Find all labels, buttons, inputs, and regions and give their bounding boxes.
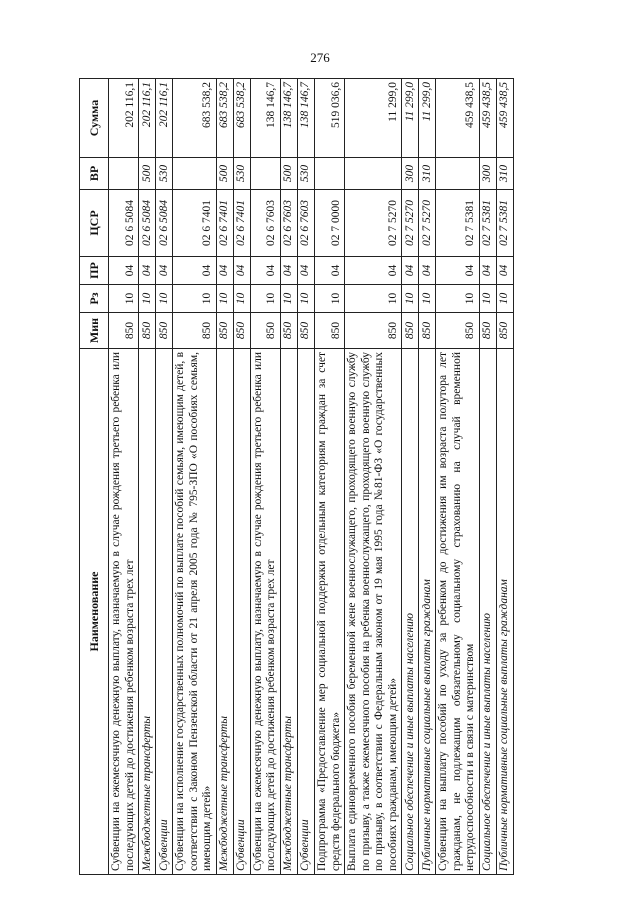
cell-vr — [314, 158, 344, 190]
cell-min: 850 — [250, 313, 280, 349]
table-row — [497, 79, 514, 875]
cell-vr: 300 — [480, 158, 497, 190]
header-pr: ПР — [80, 257, 109, 285]
cell-csr: 02 7 5381 — [436, 190, 480, 257]
cell-min: 850 — [497, 313, 514, 349]
cell-min: 850 — [156, 313, 173, 349]
cell-name: Публичные нормативные социальные выплаты гражданам — [497, 349, 514, 875]
cell-sum: 138 146,7 — [250, 79, 280, 158]
cell-vr — [345, 158, 402, 190]
cell-vr: 500 — [139, 158, 156, 190]
cell-csr: 02 6 7401 — [173, 190, 217, 257]
cell-rz: 10 — [173, 285, 217, 313]
header-name: Наименование — [80, 349, 109, 875]
budget-table — [79, 78, 514, 875]
rotated-table-container — [79, 79, 569, 875]
cell-vr: 310 — [419, 158, 436, 190]
cell-vr: 530 — [297, 158, 314, 190]
cell-rz: 10 — [480, 285, 497, 313]
cell-csr: 02 6 7401 — [233, 190, 250, 257]
cell-pr: 04 — [139, 257, 156, 285]
cell-rz: 10 — [297, 285, 314, 313]
cell-rz: 10 — [436, 285, 480, 313]
cell-min: 850 — [419, 313, 436, 349]
table-row — [314, 79, 344, 875]
cell-sum: 683 538,2 — [233, 79, 250, 158]
table-row — [436, 79, 480, 875]
cell-rz: 10 — [345, 285, 402, 313]
cell-rz: 10 — [497, 285, 514, 313]
cell-sum: 11 299,0 — [419, 79, 436, 158]
cell-vr: 530 — [233, 158, 250, 190]
cell-pr: 04 — [216, 257, 233, 285]
cell-pr: 04 — [314, 257, 344, 285]
cell-rz: 10 — [139, 285, 156, 313]
cell-rz: 10 — [402, 285, 419, 313]
cell-vr: 530 — [156, 158, 173, 190]
table-header-row — [80, 79, 109, 875]
cell-name: Социальное обеспечение и иные выплаты населению — [480, 349, 497, 875]
cell-pr: 04 — [250, 257, 280, 285]
cell-vr: 500 — [216, 158, 233, 190]
cell-pr: 04 — [480, 257, 497, 285]
cell-min: 850 — [280, 313, 297, 349]
cell-pr: 04 — [436, 257, 480, 285]
header-vr: ВР — [80, 158, 109, 190]
cell-name: Субвенции — [156, 349, 173, 875]
cell-vr: 500 — [280, 158, 297, 190]
table-row — [173, 79, 217, 875]
cell-min: 850 — [314, 313, 344, 349]
table-row — [109, 79, 139, 875]
cell-csr: 02 6 7401 — [216, 190, 233, 257]
cell-name: Подпрограмма «Предоставление мер социальной поддержки отдельным категориям граждан за счет средств федерального бюджета» — [314, 349, 344, 875]
cell-pr: 04 — [345, 257, 402, 285]
cell-min: 850 — [173, 313, 217, 349]
cell-vr — [173, 158, 217, 190]
header-rz: Рз — [80, 285, 109, 313]
table-row — [216, 79, 233, 875]
cell-pr: 04 — [280, 257, 297, 285]
cell-rz: 10 — [233, 285, 250, 313]
cell-pr: 04 — [233, 257, 250, 285]
table-row — [345, 79, 402, 875]
cell-csr: 02 6 7603 — [250, 190, 280, 257]
table-row — [250, 79, 280, 875]
cell-csr: 02 6 7603 — [297, 190, 314, 257]
cell-min: 850 — [139, 313, 156, 349]
table-row — [419, 79, 436, 875]
cell-csr: 02 6 7603 — [280, 190, 297, 257]
header-sum: Сумма — [80, 79, 109, 158]
table-row — [480, 79, 497, 875]
cell-sum: 683 538,2 — [173, 79, 217, 158]
cell-csr: 02 7 5270 — [402, 190, 419, 257]
cell-rz: 10 — [314, 285, 344, 313]
cell-min: 850 — [480, 313, 497, 349]
cell-vr — [436, 158, 480, 190]
cell-pr: 04 — [156, 257, 173, 285]
cell-vr: 310 — [497, 158, 514, 190]
cell-name: Межбюджетные трансферты — [139, 349, 156, 875]
cell-sum: 202 116,1 — [109, 79, 139, 158]
table-row — [402, 79, 419, 875]
cell-name: Межбюджетные трансферты — [216, 349, 233, 875]
cell-vr: 300 — [402, 158, 419, 190]
cell-csr: 02 6 5084 — [156, 190, 173, 257]
cell-sum: 202 116,1 — [156, 79, 173, 158]
cell-name: Субвенции — [233, 349, 250, 875]
cell-min: 850 — [436, 313, 480, 349]
cell-rz: 10 — [250, 285, 280, 313]
cell-rz: 10 — [109, 285, 139, 313]
cell-min: 850 — [345, 313, 402, 349]
cell-rz: 10 — [156, 285, 173, 313]
table-row — [280, 79, 297, 875]
cell-name: Выплата единовременного пособия беременной жене военнослужащего, проходящего военную службу по призыву, а также ежемесячного пособия на ребенка военнослужащего, проходящего военную службу по призыву, в соответствии с Федеральным законом от 19 мая 1995 года №81-ФЗ «О государственных пособиях гражданам, имеющим детей» — [345, 349, 402, 875]
cell-sum: 11 299,0 — [402, 79, 419, 158]
cell-rz: 10 — [419, 285, 436, 313]
page-number: 276 — [310, 50, 330, 65]
cell-min: 850 — [109, 313, 139, 349]
cell-sum: 11 299,0 — [345, 79, 402, 158]
cell-pr: 04 — [109, 257, 139, 285]
cell-pr: 04 — [297, 257, 314, 285]
cell-min: 850 — [402, 313, 419, 349]
table-row — [233, 79, 250, 875]
cell-name: Субвенции на выплату пособий по уходу за ребенком до достижения им возраста полутора лет гражданам, не подлежащим обязательному социальному страхованию на случай временной нетрудоспособности и в связи с материнством — [436, 349, 480, 875]
cell-min: 850 — [216, 313, 233, 349]
cell-csr: 02 7 5381 — [480, 190, 497, 257]
cell-min: 850 — [233, 313, 250, 349]
cell-name: Субвенции на ежемесячную денежную выплату, назначаемую в случае рождения третьего ребенка или последующих детей до достижения ребенком возраста трех лет — [109, 349, 139, 875]
cell-sum: 138 146,7 — [280, 79, 297, 158]
cell-csr: 02 7 5270 — [345, 190, 402, 257]
cell-csr: 02 7 0000 — [314, 190, 344, 257]
cell-csr: 02 6 5084 — [109, 190, 139, 257]
cell-csr: 02 6 5084 — [139, 190, 156, 257]
cell-sum: 519 036,6 — [314, 79, 344, 158]
cell-csr: 02 7 5270 — [419, 190, 436, 257]
cell-sum: 202 116,1 — [139, 79, 156, 158]
cell-sum: 138 146,7 — [297, 79, 314, 158]
cell-vr — [109, 158, 139, 190]
cell-name: Социальное обеспечение и иные выплаты населению — [402, 349, 419, 875]
cell-name: Публичные нормативные социальные выплаты гражданам — [419, 349, 436, 875]
cell-pr: 04 — [402, 257, 419, 285]
cell-name: Субвенции на исполнение государственных полномочий по выплате пособий семьям, имеющим детей, в соответствии с Законом Пензенской области от 21 апреля 2005 года № 795-ЗПО «О пособиях семьям, имеющим детей» — [173, 349, 217, 875]
table-row — [139, 79, 156, 875]
cell-pr: 04 — [419, 257, 436, 285]
header-csr: ЦСР — [80, 190, 109, 257]
cell-name: Субвенции — [297, 349, 314, 875]
header-min: Мин — [80, 313, 109, 349]
cell-sum: 459 438,5 — [480, 79, 497, 158]
cell-pr: 04 — [497, 257, 514, 285]
cell-vr — [250, 158, 280, 190]
cell-sum: 683 538,2 — [216, 79, 233, 158]
cell-rz: 10 — [216, 285, 233, 313]
cell-pr: 04 — [173, 257, 217, 285]
cell-sum: 459 438,5 — [436, 79, 480, 158]
cell-rz: 10 — [280, 285, 297, 313]
cell-name: Субвенции на ежемесячную денежную выплату, назначаемую в случае рождения третьего ребенка или последующих детей до достижения ребенком возраста трех лет — [250, 349, 280, 875]
table-row — [156, 79, 173, 875]
cell-min: 850 — [297, 313, 314, 349]
cell-csr: 02 7 5381 — [497, 190, 514, 257]
table-row — [297, 79, 314, 875]
cell-name: Межбюджетные трансферты — [280, 349, 297, 875]
cell-sum: 459 438,5 — [497, 79, 514, 158]
